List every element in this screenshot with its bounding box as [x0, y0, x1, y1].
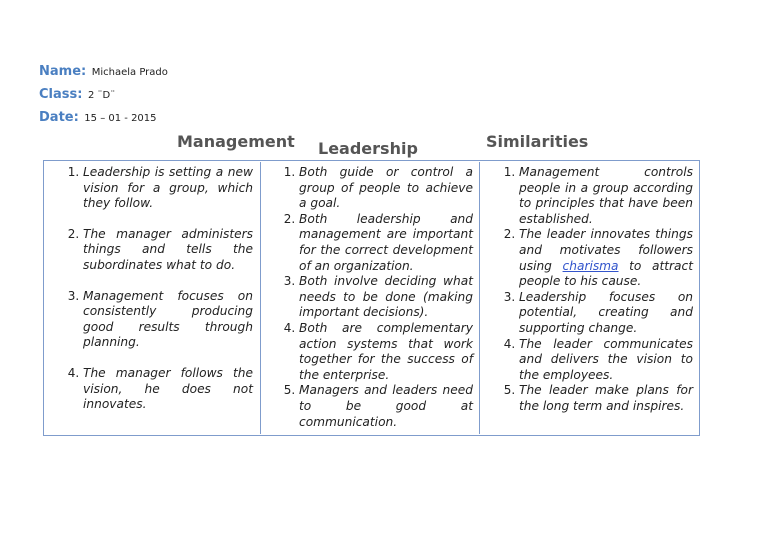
class-label: Class:: [39, 87, 83, 102]
list-item: 2. The manager administers things and tells the subordinates what to do.: [83, 227, 253, 274]
list-item: [519, 227, 693, 289]
list-item: 1. Leadership is setting a new vision for a group, which they follow.: [83, 165, 253, 212]
item-text: The leader innovates things and motivates followers using: [519, 227, 693, 273]
heading-management: Management: [177, 132, 295, 151]
comparison-table: [43, 160, 700, 436]
heading-similarities: Similarities: [486, 132, 589, 151]
item-text: to attract people to his cause.: [519, 258, 693, 289]
list-item: 1. Both guide or control a group of people to achieve a goal.: [299, 165, 473, 212]
list-item: 5. The leader make plans for the long term and inspires.: [519, 383, 693, 414]
column-2-list: [261, 162, 479, 430]
list-item: 4. Both are complementary action systems that work together for the success of the enterprise.: [299, 321, 473, 383]
list-item: 3. Both involve deciding what needs to be done (making important decisions).: [299, 274, 473, 321]
date-value: 15 – 01 - 2015: [84, 113, 157, 124]
charisma-link[interactable]: charisma: [562, 258, 619, 273]
name-label: Name:: [39, 64, 87, 79]
column-1: [45, 162, 259, 434]
list-item: 5. Managers and leaders need to be good at communication.: [299, 383, 473, 430]
list-item: 1. Management controls people in a group according to principles that have been established.: [519, 165, 693, 227]
column-1-list: [45, 162, 259, 413]
class-value: 2 ¨D¨: [87, 90, 116, 101]
heading-leadership-clipped: [318, 139, 418, 160]
column-3-list: [481, 162, 699, 415]
list-item: 4. The manager follows the vision, he does not innovates.: [83, 366, 253, 413]
list-item: 3. Leadership focuses on potential, creating and supporting change.: [519, 290, 693, 337]
list-item: 4. The leader communicates and delivers the vision to the employees.: [519, 337, 693, 384]
name-field: [39, 64, 168, 79]
class-field: [39, 87, 115, 102]
date-label: Date:: [39, 110, 79, 125]
name-value: Michaela Prado: [91, 67, 168, 78]
list-item: 3. Management focuses on consistently producing good results through planning.: [83, 289, 253, 351]
list-item: 2. Both leadership and management are important for the correct development of an organization.: [299, 212, 473, 274]
date-field: [39, 110, 157, 125]
column-2: [260, 162, 480, 434]
column-3: [481, 162, 699, 434]
heading-leadership: Leadership: [318, 139, 418, 158]
